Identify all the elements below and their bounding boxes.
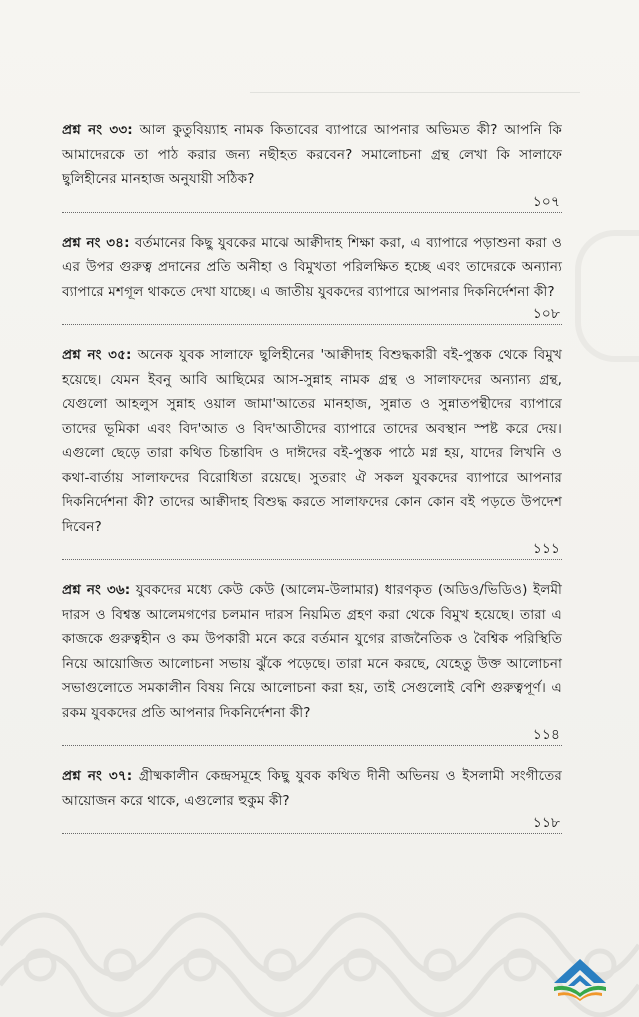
- page-number[interactable]: ১০৮: [62, 304, 562, 325]
- toc-entry-text: [62, 231, 562, 305]
- toc-entry-37: [62, 764, 562, 834]
- toc-entry-33: [62, 118, 562, 213]
- page-number[interactable]: ১১৪: [62, 725, 562, 746]
- toc-entry-text: [62, 578, 562, 725]
- question-text: বর্তমানের কিছু যুবকের মাঝে আক্বীদাহ শিক্ষা করা, এ ব্যাপারে পড়াশুনা করা ও এর উপর গুরুত্ব প্রদানের প্রতি অনীহা ও বিমুখতা পরিলক্ষিত হচ্ছে এবং তাদেরকে অন্যান্য ব্যাপারে মশগূল থাকতে দেখা যাচ্ছে। এ জাতীয় যুবকদের ব্যাপারে আপনার দিকনির্দেশনা কী?: [62, 234, 563, 300]
- toc-entry-text: [62, 343, 562, 539]
- toc-entry-text: [62, 118, 562, 192]
- question-text: যুবকদের মধ্যে কেউ কেউ (আলেম-উলামার) ধারণকৃত (অডিও/ভিডিও) ইলমী দারস ও বিশ্বস্ত আলেমগণের চলমান দারস নিয়মিত গ্রহণ করা থেকে বিমুখ হয়েছে। তারা এ কাজকে গুরুত্বহীন ও কম উপকারী মনে করে বর্তমান যুগের রাজনৈতিক ও বৈশ্বিক পরিস্থিতি নিয়ে আয়োজিত আলোচনা সভায় ঝুঁকে পড়েছে। তারা মনে করছে, যেহেতু উক্ত আলোচনা সভাগুলোতে সমকালীন বিষয় নিয়ে আলোচনা করা হয়, তাই সেগুলোই বেশি গুরুত্বপূর্ণ। এ রকম যুবকদের প্রতি আপনার দিকনির্দেশনা কী?: [62, 582, 563, 721]
- watermark-mark: [575, 230, 639, 362]
- question-label: প্রশ্ন নং ৩৫:: [62, 347, 132, 363]
- page-number[interactable]: ১১১: [62, 539, 562, 560]
- toc-entry-36: [62, 578, 562, 746]
- question-text: অনেক যুবক সালাফে ছ্বলিহীনের 'আক্বীদাহ বিশুদ্ধকারী বই-পুস্তক থেকে বিমুখ হয়েছে। যেমন ইবনু আবি আছিমের আস-সুন্নাহ নামক গ্রন্থ ও সালাফদের অন্যান্য গ্রন্থ, যেগুলো আহলুস সুন্নাহ ওয়াল জামা'আতের মানহাজ, সুন্নাত ও সুন্নাতপন্থীদের ব্যাপারে তাদের ভূমিকা এবং বিদ'আত ও বিদ'আতীদের ব্যাপারে তাদের অবস্থান স্পষ্ট করে দেয়। এগুলো ছেড়ে তারা কথিত চিন্তাবিদ ও দাঈদের বই-পুস্তক পাঠে মগ্ন হয়, যাদের লিখনি ও কথা-বার্তায় সালাফদের বিরোধিতা রয়েছে। সুতরাং ঐ সকল যুবকদের ব্যাপারে আপনার দিকনির্দেশনা কী? তাদের আক্বীদাহ বিশুদ্ধ করতে সালাফদের কোন কোন বই পড়তে উপদেশ দিবেন?: [62, 347, 563, 535]
- question-text: আল কুতুবিয়্যাহ নামক কিতাবের ব্যাপারে আপনার অভিমত কী? আপনি কি আমাদেরকে তা পাঠ করার জন্য নছীহত করবেন? সমালোচনা গ্রন্থ লেখা কি সালাফে ছ্বলিহীনের মানহাজ অনুযায়ী সঠিক?: [62, 122, 562, 187]
- question-label: প্রশ্ন নং ৩৭:: [62, 768, 133, 784]
- question-label: প্রশ্ন নং ৩৬:: [62, 582, 131, 598]
- toc-entry-text: [62, 764, 562, 813]
- question-label: প্রশ্ন নং ৩৪:: [62, 234, 130, 251]
- table-of-contents: [62, 118, 562, 852]
- question-text: গ্রীষ্মকালীন কেন্দ্রসমূহে কিছু যুবক কথিত দীনী অভিনয় ও ইসলামী সংগীতের আয়োজন করে থাকে, এগুলোর হুকুম কী?: [62, 768, 562, 809]
- page-number[interactable]: ১০৭: [62, 192, 562, 213]
- toc-entry-34: [62, 231, 562, 326]
- decorative-pattern-icon: [0, 905, 639, 1017]
- publisher-logo-icon: [548, 955, 612, 1001]
- toc-entry-35: [62, 343, 562, 560]
- question-label: প্রশ্ন নং ৩৩:: [62, 122, 133, 138]
- page-number[interactable]: ১১৮: [62, 813, 562, 834]
- bleed-through-line: [250, 92, 580, 107]
